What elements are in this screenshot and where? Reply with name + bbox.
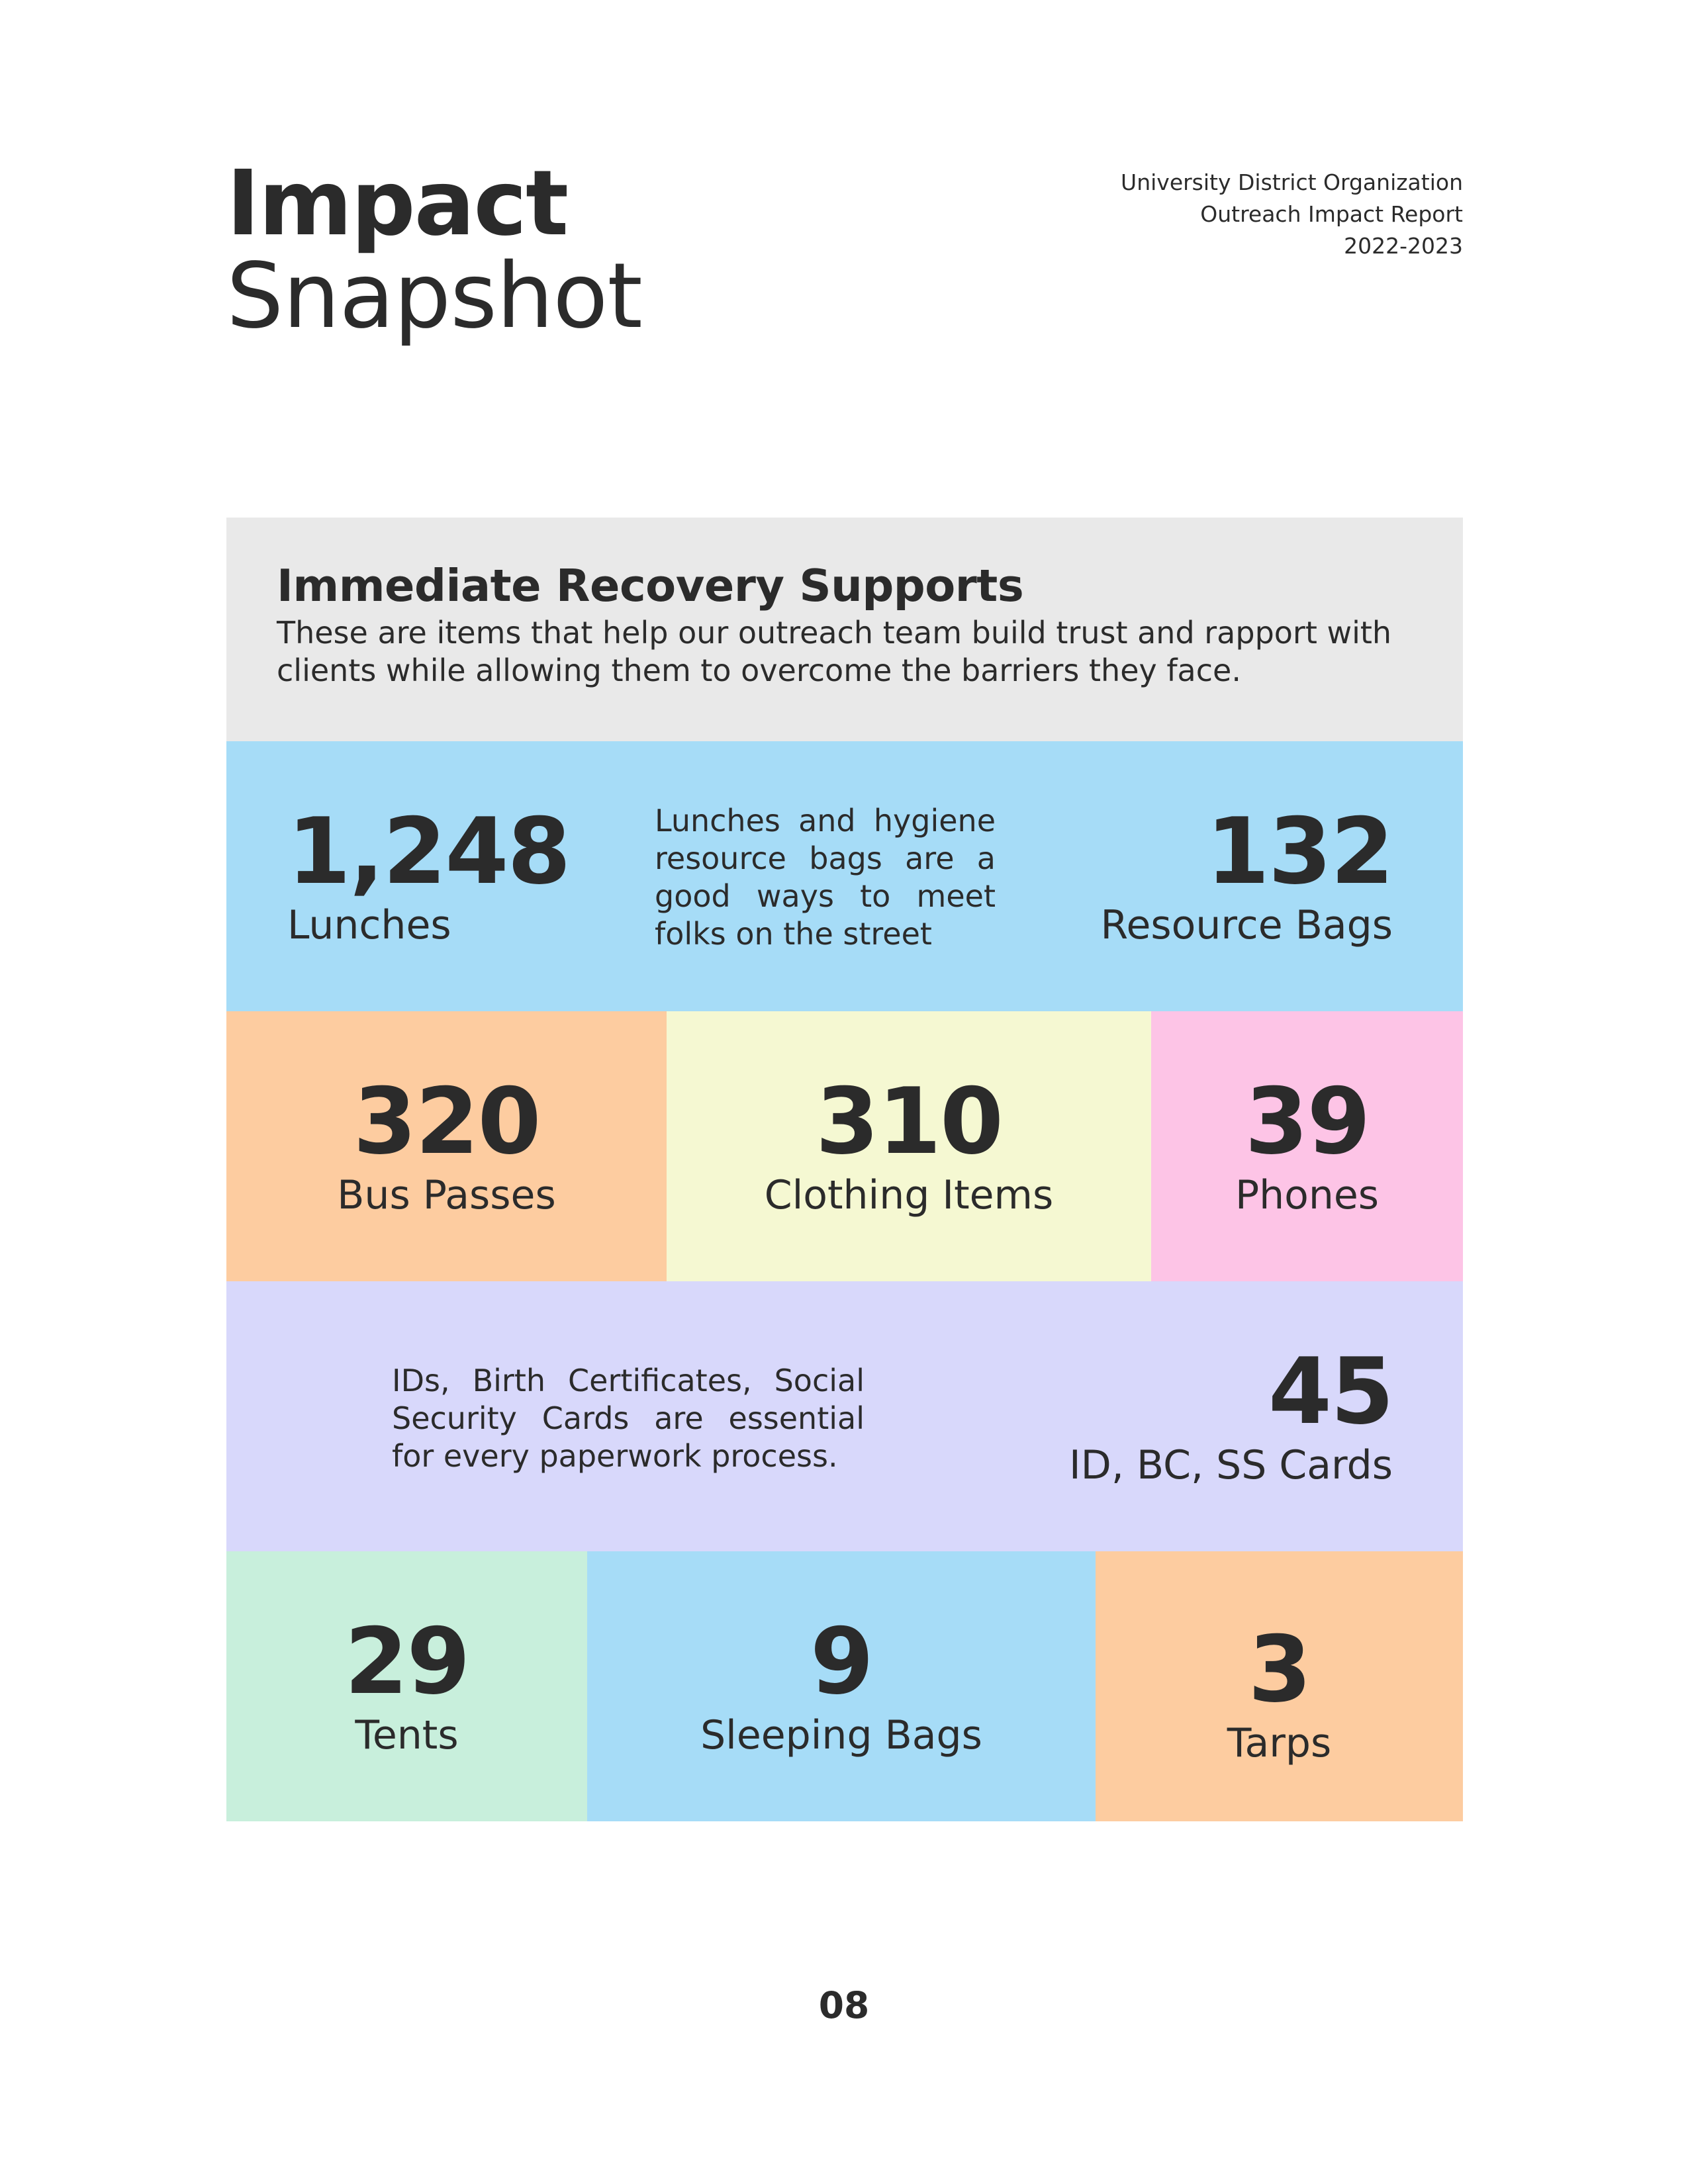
page-number: 08	[818, 1984, 870, 2026]
stat-label: Sleeping Bags	[700, 1712, 982, 1758]
stat-label: Phones	[1235, 1172, 1380, 1218]
report-year: 2022-2023	[1344, 233, 1463, 259]
stat-value: 39	[1244, 1068, 1370, 1175]
stat-row-shelter	[226, 1551, 1463, 1821]
stat-label: Tents	[355, 1712, 459, 1758]
stat-bus-passes	[226, 1011, 667, 1281]
stat-value: 3	[1248, 1616, 1311, 1723]
stat-label: ID, BC, SS Cards	[1068, 1442, 1393, 1488]
stat-row-passes	[226, 1011, 1463, 1281]
stat-value: 9	[810, 1608, 873, 1715]
stat-label: Bus Passes	[337, 1172, 556, 1218]
lunches-blurb: Lunches and hygiene resource bags are a good ways to meet folks on the street	[655, 803, 996, 952]
stat-id-cards	[1068, 1338, 1393, 1489]
stat-tarps	[1096, 1551, 1463, 1821]
stat-clothing-items	[667, 1011, 1151, 1281]
stat-value: 310	[815, 1068, 1003, 1175]
stat-value: 1,248	[287, 798, 570, 905]
org-name: University District Organization	[1121, 169, 1463, 195]
intro-section	[226, 518, 1463, 741]
stat-value: 132	[1205, 798, 1393, 905]
report-name: Outreach Impact Report	[1200, 201, 1463, 227]
stat-label: Tarps	[1227, 1720, 1332, 1766]
report-info	[1121, 167, 1463, 262]
section-heading: Immediate Recovery Supports	[277, 560, 1024, 612]
stat-row-lunches	[226, 741, 1463, 1011]
stat-value: 45	[1268, 1338, 1393, 1445]
stat-value: 29	[344, 1608, 469, 1715]
title-bold: Impact	[226, 152, 568, 256]
stat-phones	[1151, 1011, 1463, 1281]
section-description: These are items that help our outreach team build trust and rapport with clients while allowing them to overcome the barriers they face.	[277, 615, 1392, 688]
stat-value: 320	[353, 1068, 540, 1175]
stat-tents	[226, 1551, 587, 1821]
stat-label: Lunches	[287, 902, 451, 948]
stat-lunches	[287, 798, 570, 949]
stat-row-ids	[226, 1281, 1463, 1551]
ids-blurb: IDs, Birth Certificates, Social Security Cards are essential for every paperwork process.	[392, 1363, 865, 1474]
stat-label: Clothing Items	[764, 1172, 1054, 1218]
impact-panel	[226, 518, 1463, 1821]
stat-label: Resource Bags	[1100, 902, 1393, 948]
page-title	[226, 152, 642, 349]
stat-sleeping-bags	[587, 1551, 1096, 1821]
stat-resource-bags	[1100, 798, 1393, 949]
title-regular: Snapshot	[226, 244, 642, 349]
